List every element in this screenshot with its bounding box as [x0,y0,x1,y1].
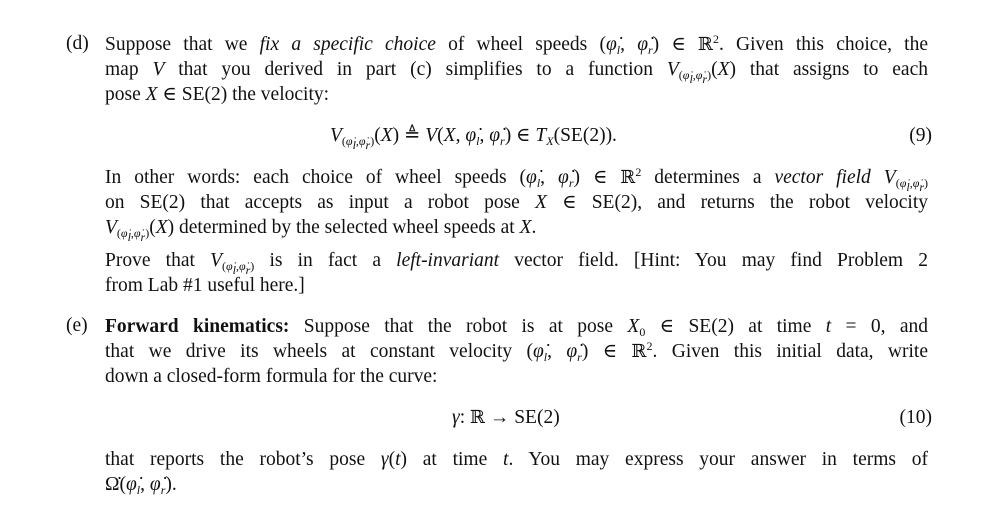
part-e-line-2: that we drive its wheels at constant velocity ($\varphi̇_l$, $\varphi̇_r$) ∈ ℝ$^2$. Given this initial data, write [105,339,928,364]
part-d-line-6: $V_{(\varphi̇_l,\varphi̇_r)}(X)$ determined by the selected wheel speeds at X. [105,217,537,244]
part-d-line-2: map V that you derived in part (c) simplifies to a function $V_{(\varphi̇_l,\varphi̇_r)}(X)$ that assigns to each [105,59,928,86]
equation-9: $V_{(\varphi̇_l,\varphi̇_r)}(X)$ ≜ V(X, $\varphi̇_l$, $\varphi̇_r$) ∈ $T_X(SE(2))$. [330,125,617,152]
part-d-line-8: from Lab #1 useful here.] [105,275,305,296]
part-d-line-1: Suppose that we fix a specific choice of wheel speeds ($\varphi̇_l$, $\varphi̇_r$) ∈ ℝ$^2$. Given this choice, the [105,32,928,57]
equation-10: γ: ℝ → SE(2) [452,407,560,428]
part-d-line-5: on SE(2) that accepts as input a robot pose X ∈ SE(2), and returns the robot velocity [105,192,929,213]
part-e-line-5: $\Omegȧ(\varphi̇_l$, $\varphi̇_r$). [105,474,177,497]
part-e-marker: (e) [66,315,88,336]
part-e-heading: Forward kinematics: [105,316,290,337]
equation-10-number: (10) [899,407,932,428]
part-d-marker: (d) [66,33,89,54]
part-d-line-4: In other words: each choice of wheel speeds ($\varphi̇_l$, $\varphi̇_r$) ∈ ℝ$^2$ determines a vector field $V_{(\varphi̇_l,\varphi̇_r)}$ [105,165,928,194]
part-e-line-4: that reports the robot’s pose γ(t) at time t. You may express your answer in terms of [105,449,929,470]
part-d-line-3: pose X ∈ SE(2) the velocity: [105,84,330,105]
equation-9-number: (9) [909,125,932,146]
part-d-line-7: Prove that $V_{(\varphi̇_l,\varphi̇_r)}$ is in fact a left-invariant vector field. [Hint: You may find Problem 2 [105,250,928,277]
part-e-line-3: down a closed-form formula for the curve: [105,366,438,387]
part-e-line-1: Forward kinematics: Suppose that the robot is at pose $X_0$ ∈ SE(2) at time t = 0, and [105,316,929,339]
